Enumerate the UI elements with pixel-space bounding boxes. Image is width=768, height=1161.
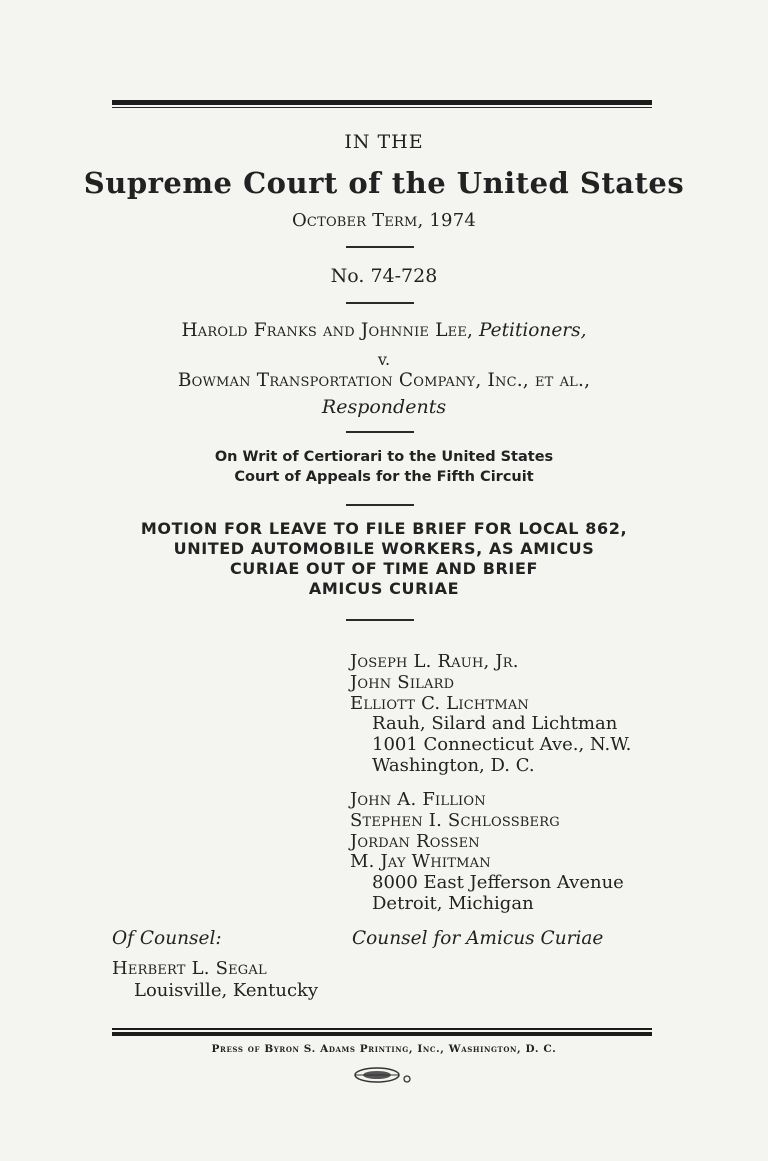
divider-5 — [346, 619, 414, 621]
divider-2 — [346, 302, 414, 304]
counsel-name: Stephen I. Schlossberg — [350, 809, 560, 831]
motion-line-4: AMICUS CURIAE — [308, 579, 460, 598]
firm-name: Rauh, Silard and Lichtman — [372, 713, 618, 735]
counsel-name: M. Jay Whitman — [350, 851, 491, 873]
union-city: Detroit, Michigan — [372, 892, 534, 914]
petitioners-role: Petitioners, — [479, 320, 587, 341]
motion-line-1: MOTION FOR LEAVE TO FILE BRIEF FOR LOCAL 862, — [140, 519, 628, 538]
printer-credit: Press of Byron S. Adams Printing, Inc., Washington, D. C. — [211, 1043, 557, 1055]
of-counsel-label: Of Counsel: — [112, 928, 222, 949]
counsel-block-1 — [350, 652, 631, 777]
respondents-role: Respondents — [321, 396, 447, 418]
in-the-heading: IN THE — [344, 131, 424, 153]
respondents-names: Bowman Transportation Company, Inc., et al., — [177, 370, 591, 391]
of-counsel-name: Herbert L. Segal — [112, 958, 267, 979]
union-label-icon — [351, 1066, 417, 1086]
motion-line-2: UNITED AUTOMOBILE WORKERS, AS AMICUS — [173, 539, 595, 558]
docket-number: No. 74-728 — [330, 265, 438, 287]
term: October Term, 1974 — [291, 210, 477, 231]
writ-text — [60, 447, 708, 487]
counsel-name: John A. Fillion — [350, 789, 486, 810]
counsel-name: Elliott C. Lichtman — [350, 692, 529, 714]
union-address: 8000 East Jefferson Avenue — [372, 872, 624, 894]
of-counsel-city: Louisville, Kentucky — [134, 980, 319, 1001]
counsel-name: Joseph L. Rauh, Jr. — [350, 651, 519, 672]
divider-1 — [346, 246, 414, 248]
petitioners-names: Harold Franks and Johnnie Lee, — [181, 320, 474, 341]
firm-city: Washington, D. C. — [372, 754, 535, 776]
petitioners-line — [60, 320, 708, 341]
motion-line-3: CURIAE OUT OF TIME AND BRIEF — [229, 559, 539, 578]
top-rule-thin — [112, 107, 652, 108]
versus: v. — [377, 350, 391, 369]
bottom-rule-thick — [112, 1032, 652, 1036]
of-counsel-block — [112, 958, 318, 1002]
court-name: Supreme Court of the United States — [83, 166, 685, 200]
top-rule-thick — [112, 100, 652, 105]
bottom-rule-thin — [112, 1028, 652, 1030]
counsel-for-label: Counsel for Amicus Curiae — [352, 928, 604, 949]
divider-3 — [346, 431, 414, 433]
firm-address: 1001 Connecticut Ave., N.W. — [372, 734, 632, 756]
writ-line-1: On Writ of Certiorari to the United States — [214, 449, 554, 465]
counsel-block-2 — [350, 790, 624, 915]
divider-4 — [346, 504, 414, 506]
motion-title — [60, 519, 708, 599]
counsel-name: Jordan Rossen — [350, 830, 480, 852]
writ-line-2: Court of Appeals for the Fifth Circuit — [234, 469, 534, 485]
counsel-name: John Silard — [350, 671, 455, 693]
